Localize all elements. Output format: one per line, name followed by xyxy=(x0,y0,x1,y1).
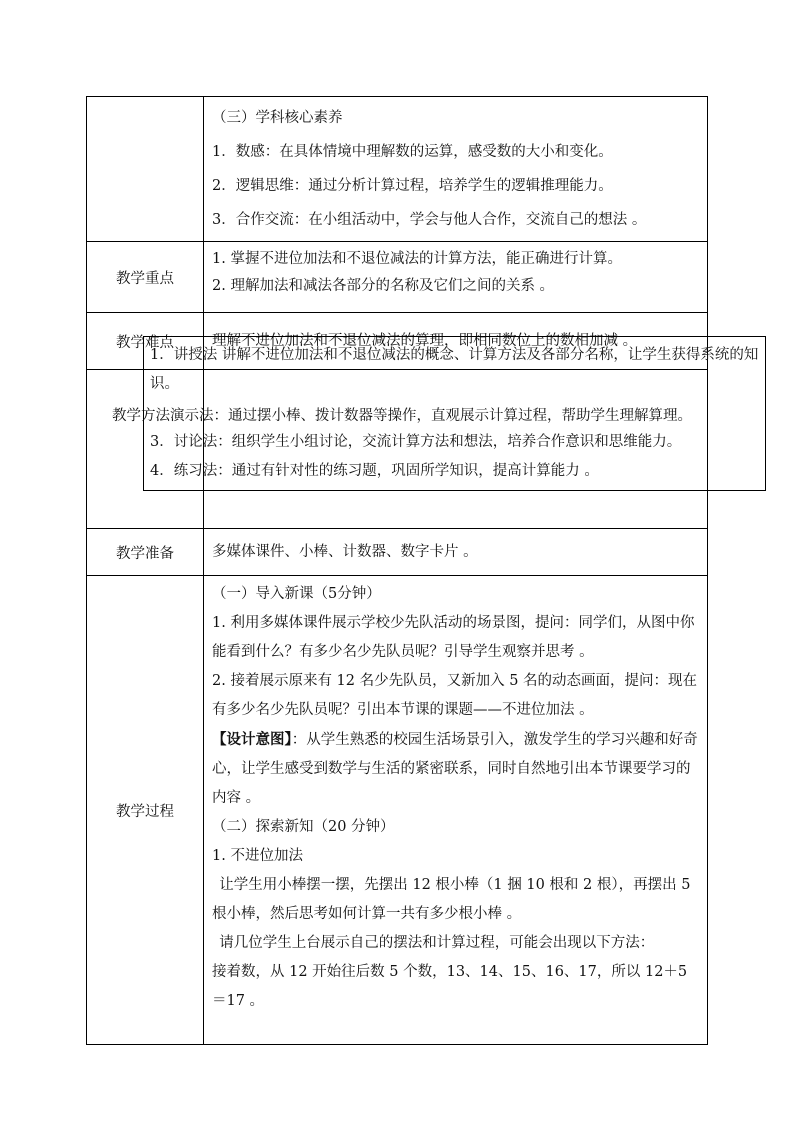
method-item: 3．讨论法：组织学生小组讨论，交流计算方法和想法，培养合作意识和思维能力。 xyxy=(150,434,682,450)
teaching-difficulty-label: 教学难点 xyxy=(87,313,204,370)
core-literacy-row xyxy=(87,97,708,242)
teaching-focus-item: 2. 理解加法和减法各部分的名称及它们之间的关系 。 xyxy=(212,278,555,294)
teaching-prep-content xyxy=(204,529,708,576)
core-literacy-label-cell xyxy=(87,97,204,242)
design-intent-text: ：从学生熟悉的校园生活场景引入，激发学生的学习兴趣和好奇心，让学生感受到数学与生活的紧密联系，同时自然地引出本节课要学习的内容 。 xyxy=(212,732,698,806)
core-literacy-heading: （三）学科核心素养 xyxy=(212,110,343,126)
teaching-methods-label-overlay: 教学方法演示法：通过摆小棒、拨计数器等操作，直观展示计算过程，帮助学生理解算理。 xyxy=(112,408,692,424)
process-paragraph: 2. 接着展示原来有 12 名少先队员，又新加入 5 名的动态画面，提问：现在有多少名少先队员呢？引出本节课的课题——不进位加法 。 xyxy=(212,673,698,718)
method-item: 4．练习法：通过有针对性的练习题，巩固所学知识，提高计算能力 。 xyxy=(150,463,599,479)
core-literacy-item: 2．逻辑思维：通过分析计算过程，培养学生的逻辑推理能力。 xyxy=(212,178,613,194)
process-section-heading: （一）导入新课（5分钟） xyxy=(212,586,381,602)
teaching-focus-item: 1. 掌握不进位加法和不退位减法的计算方法，能正确进行计算。 xyxy=(212,251,622,267)
teaching-focus-row xyxy=(87,242,708,313)
process-section-heading: （二）探索新知（20 分钟） xyxy=(212,819,395,835)
teaching-difficulty-text: 理解不进位加法和不退位减法的算理，即相同数位上的数相加减 。 xyxy=(212,333,638,349)
core-literacy-content xyxy=(204,97,708,242)
method-item: 1．讲授法 讲解不进位加法和不退位减法的概念、计算方法及各部分名称，让学生获得系统的知识。 xyxy=(150,347,759,392)
teaching-focus-label: 教学重点 xyxy=(87,242,204,313)
process-paragraph: 请几位学生上台展示自己的摆法和计算过程，可能会出现以下方法： xyxy=(219,935,655,951)
process-paragraph: 接着数，从 12 开始往后数 5 个数，13、14、15、16、17，所以 12＋5＝17 。 xyxy=(212,964,688,1009)
core-literacy-item: 1．数感：在具体情境中理解数的运算，感受数的大小和变化。 xyxy=(212,144,613,160)
lesson-plan-table xyxy=(86,96,708,1045)
design-intent-label: 【设计意图】 xyxy=(212,731,292,748)
core-literacy-item: 3．合作交流：在小组活动中，学会与他人合作，交流自己的想法 。 xyxy=(212,212,647,228)
teaching-process-label: 教学过程 xyxy=(87,576,204,1045)
teaching-prep-row xyxy=(87,529,708,576)
teaching-prep-text: 多媒体课件、小棒、计数器、数字卡片 。 xyxy=(212,544,478,560)
teaching-process-content xyxy=(204,576,708,1045)
teaching-process-row xyxy=(87,576,708,1045)
teaching-prep-label: 教学准备 xyxy=(87,529,204,576)
process-subheading: 1. 不进位加法 xyxy=(212,848,303,864)
process-paragraph: 1. 利用多媒体课件展示学校少先队活动的场景图，提问：同学们，从图中你能看到什么？有多少名少先队员呢？引导学生观察并思考 。 xyxy=(212,615,695,660)
teaching-focus-content xyxy=(204,242,708,313)
process-paragraph: 让学生用小棒摆一摆，先摆出 12 根小棒（1 捆 10 根和 2 根），再摆出 5 根小棒，然后思考如何计算一共有多少根小棒 。 xyxy=(212,877,691,922)
design-intent-paragraph xyxy=(212,725,699,813)
